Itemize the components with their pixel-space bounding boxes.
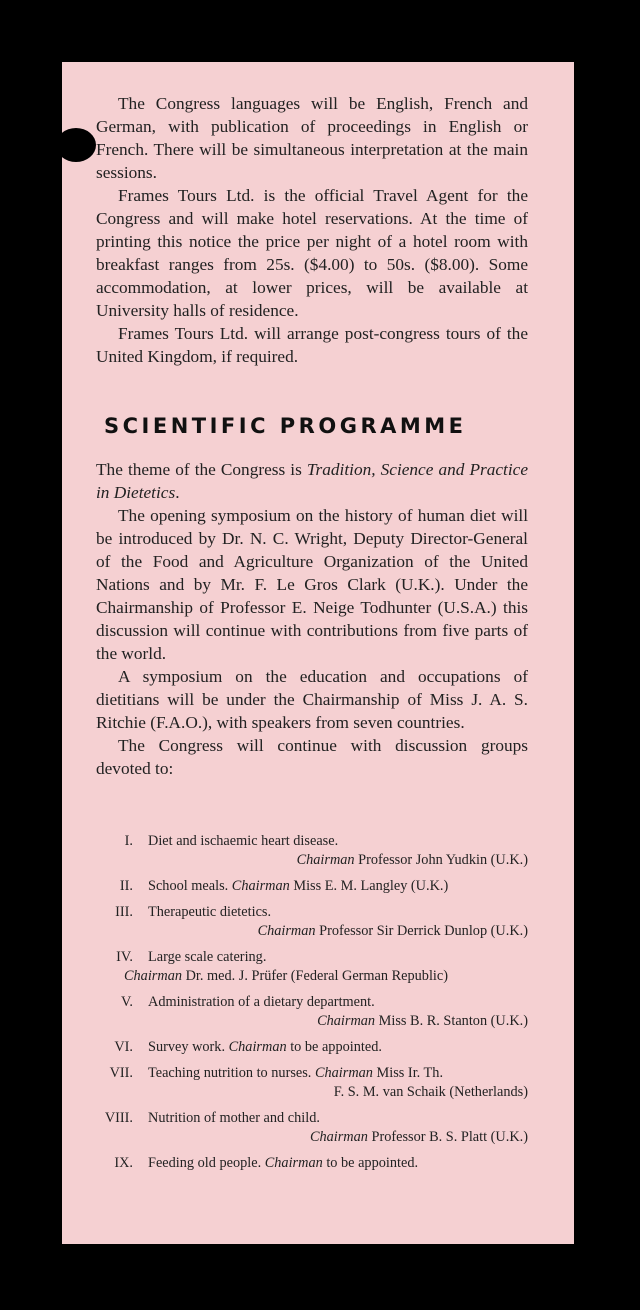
group-chair: Miss E. M. Langley (U.K.) [293,878,449,894]
theme-prefix: The theme of the Congress is [96,460,307,479]
education-symposium-paragraph: A symposium on the education and occupations of dietitians will be under the Chairmanship of Miss J. A. S. Ritchie (F.A.O.), with speakers from seven countries. [96,667,528,732]
group-chair: to be appointed. [290,1039,382,1055]
group-chair: to be appointed. [326,1155,419,1171]
group-topic: Administration of a dietary department. [148,994,375,1010]
group-topic: Nutrition of mother and child. [148,1110,320,1126]
group-chair: Professor B. S. Platt (U.K.) [371,1129,528,1145]
discussion-groups-list [96,832,528,1180]
group-body [148,993,528,1031]
group-topic: Therapeutic dietetics. [148,904,272,920]
discussion-groups-intro: The Congress will continue with discussion groups devoted to: [96,736,528,778]
list-item [96,1109,528,1147]
list-item [96,1064,528,1102]
travel-agent-paragraph: Frames Tours Ltd. is the official Travel Agent for the Congress and will make hotel reservations. At the time of printing this notice the price per night of a hotel room with breakfast ranges from 25s. ($4.00) to 50s. ($8.00). Some accommodation, at lower prices, will be available at University halls of residence. [96,186,528,320]
list-item [96,993,528,1031]
group-topic: Diet and ischaemic heart disease. [148,833,339,849]
chairman-label: Chairman [231,878,290,894]
list-item [96,877,528,896]
group-number: III. [115,904,133,920]
group-line [148,832,528,851]
programme-section [96,458,528,780]
group-body [148,903,528,941]
group-number: V. [120,994,133,1010]
group-number: II. [119,878,133,894]
group-line [148,993,528,1012]
group-body [148,1109,528,1147]
group-line [148,877,528,896]
group-chair: Professor Sir Derrick Dunlop (U.K.) [319,923,528,939]
group-number: IX. [114,1155,133,1171]
theme-paragraph [96,458,528,504]
group-body [148,1038,528,1057]
group-line [148,1128,528,1147]
group-chair: Professor John Yudkin (U.K.) [358,852,528,868]
group-line [148,948,528,967]
group-line [148,851,528,870]
chairman-label: Chairman [124,968,182,984]
theme-title: Tradition, Science and Practice in Dietetics [96,460,528,502]
list-item [96,1038,528,1057]
group-body [148,877,528,896]
group-line [148,1012,528,1031]
group-body [148,1154,528,1173]
group-line [148,1038,528,1057]
chairman-label: Chairman [296,852,355,868]
chairman-label: Chairman [228,1039,287,1055]
group-number: I. [124,833,133,849]
opening-symposium-paragraph: The opening symposium on the history of human diet will be introduced by Dr. N. C. Wright, Deputy Director-General of the Food and Agriculture Organization of the United Nations and by Mr. F. Le Gros Clark (U.K.). Under the Chairmanship of Professor E. Neige Todhunter (U.S.A.) this discussion will continue with contributions from five parts of the world. [96,506,528,663]
languages-paragraph: The Congress languages will be English, French and German, with publication of proceedings in English or French. There will be simultaneous interpretation at the main sessions. [96,94,528,182]
chairman-label: Chairman [264,1155,323,1171]
group-number: IV. [116,949,133,965]
group-chair-continued: F. S. M. van Schaik (Netherlands) [333,1084,528,1100]
group-number: VIII. [104,1110,133,1126]
intro-section [96,92,528,368]
group-topic: Large scale catering. [148,949,267,965]
group-body [148,832,528,870]
group-line [148,1083,528,1102]
group-number: VII. [109,1065,133,1081]
group-number: VI. [114,1039,133,1055]
chairman-label: Chairman [309,1129,368,1145]
theme-suffix: . [175,483,180,502]
group-chair: Miss B. R. Stanton (U.K.) [378,1013,528,1029]
tours-paragraph: Frames Tours Ltd. will arrange post-congress tours of the United Kingdom, if required. [96,324,528,366]
list-item [96,1154,528,1173]
group-topic: Teaching nutrition to nurses. [148,1065,312,1081]
group-line [124,967,528,986]
group-line [148,1154,528,1173]
chairman-label: Chairman [314,1065,373,1081]
group-body [148,1064,528,1102]
list-item [96,832,528,870]
chairman-label: Chairman [257,923,316,939]
chairman-label: Chairman [317,1013,376,1029]
group-topic: School meals. [148,878,229,894]
section-heading: SCIENTIFIC PROGRAMME [104,414,467,438]
group-chair: Miss Ir. Th. [376,1065,444,1081]
group-chair: Dr. med. J. Prüfer (Federal German Republic) [185,968,449,984]
group-topic: Feeding old people. [148,1155,262,1171]
group-topic: Survey work. [148,1039,226,1055]
group-line [148,1109,528,1128]
punch-hole [56,128,96,162]
group-line [148,903,528,922]
group-line [148,922,528,941]
list-item [96,948,528,986]
list-item [96,903,528,941]
group-line [148,1064,528,1083]
